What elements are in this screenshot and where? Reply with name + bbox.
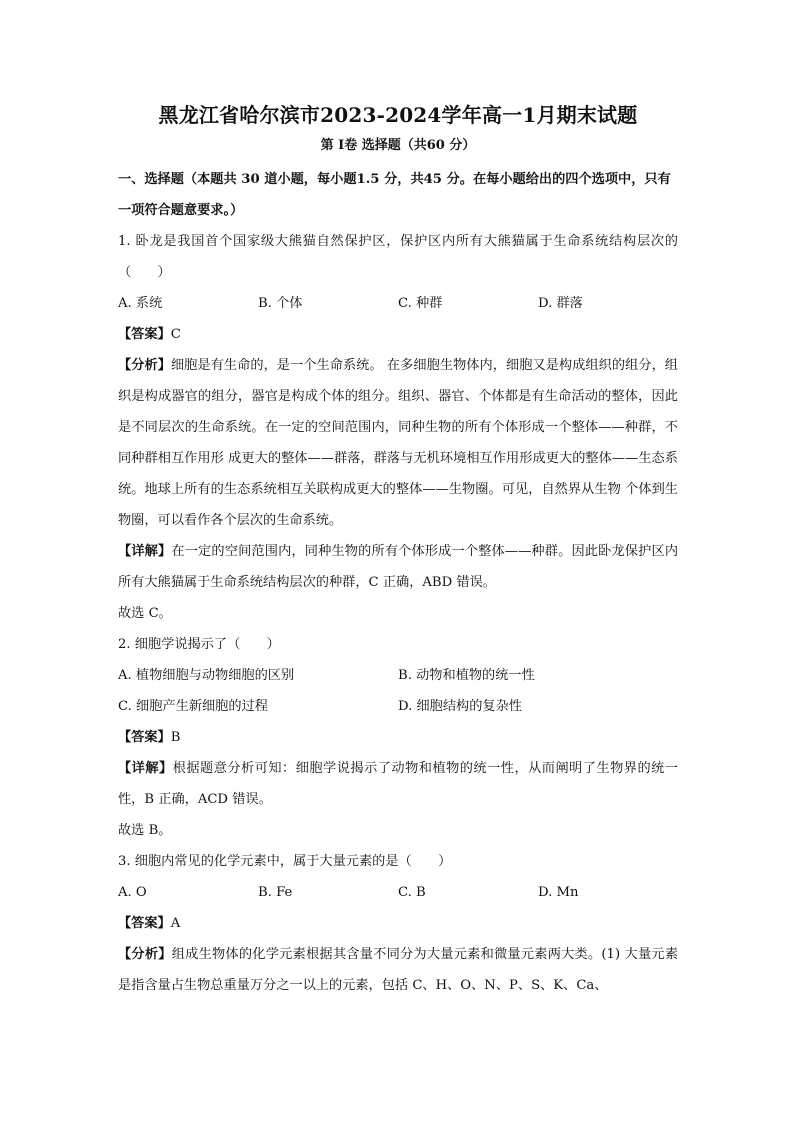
- question-1-answer: [118, 319, 678, 350]
- question-2-conclusion: 故选 B。: [118, 823, 172, 838]
- detail-label: 【详解】: [118, 544, 172, 559]
- answer-value: C: [170, 327, 181, 342]
- analysis-text: 细胞是有生命的，是一个生命系统。 在多细胞生物体内，细胞又是构成组织的组分，组织是构成器官的组分，器官是构成个体的组分。组织、器官、个体都是有生命活动的整体，因此是不同层次的生命系统。在一定的空间范围内，同种生物的所有个体形成一个整体——种群，不同种群相互作用形 成更大的整体——群落，群落与无机环境相互作用形成更大的整体——生态系统。地球上所有的生态系统相互关联构成更大的整体——生物圈。可见，自然界从生物 个体到生物圈，可以看作各个层次的生命系统。: [118, 358, 678, 528]
- question-2-stem: 2. 细胞学说揭示了（ ）: [118, 637, 280, 652]
- question-3-analysis: [118, 939, 678, 1001]
- document-body: [118, 100, 678, 1001]
- question-2-option-d: D. 细胞结构的复杂性: [398, 699, 522, 714]
- question-1-options: [118, 288, 678, 319]
- question-1-detail: [118, 536, 678, 598]
- answer-label: 【答案】: [118, 730, 171, 745]
- question-1-option-a: A. 系统: [118, 296, 163, 311]
- question-2-options-row-2: [118, 691, 678, 722]
- question-2-detail: [118, 753, 678, 815]
- question-3-option-c: C. B: [398, 885, 426, 900]
- detail-text: 在一定的空间范围内，同种生物的所有个体形成一个整体——种群。因此卧龙保护区内所有大熊猫属于生命系统结构层次的种群，C 正确，ABD 错误。: [118, 544, 679, 590]
- question-2-options-row-1: [118, 660, 678, 691]
- question-1-option-b: B. 个体: [258, 296, 303, 311]
- analysis-label: 【分析】: [118, 947, 172, 962]
- question-1-conclusion: 故选 C。: [118, 606, 172, 621]
- question-2-answer: [118, 722, 678, 753]
- detail-label: 【详解】: [118, 761, 173, 776]
- question-2-option-c: C. 细胞产生新细胞的过程: [118, 699, 268, 714]
- question-1-stem: 1. 卧龙是我国首个国家级大熊猫自然保护区，保护区内所有大熊猫属于生命系统结构层次的（ ）: [118, 234, 678, 280]
- analysis-label: 【分析】: [118, 358, 171, 373]
- question-1-analysis: [118, 350, 678, 536]
- question-3-options: [118, 877, 678, 908]
- page-title: 黑龙江省哈尔滨市2023-2024学年高一1月期末试题: [158, 103, 638, 127]
- question-3-stem: 3. 细胞内常见的化学元素中，属于大量元素的是（ ）: [118, 854, 452, 869]
- question-3-option-d: D. Mn: [538, 885, 579, 900]
- question-1-option-c: C. 种群: [398, 296, 443, 311]
- answer-label: 【答案】: [118, 327, 171, 342]
- page-subtitle: 第 I卷 选择题（共60 分）: [320, 138, 476, 153]
- question-1-option-d: D. 群落: [538, 296, 583, 311]
- question-2-option-a: A. 植物细胞与动物细胞的区别: [118, 668, 295, 683]
- section-heading: 一、选择题（本题共 30 道小题，每小题1.5 分，共45 分。在每小题给出的四个选项中，只有一项符合题意要求。）: [118, 172, 671, 218]
- question-3-option-b: B. Fe: [258, 885, 293, 900]
- answer-label: 【答案】: [118, 916, 171, 931]
- question-3-option-a: A. O: [118, 885, 147, 900]
- detail-text: 根据题意分析可知：细胞学说揭示了动物和植物的统一性，从而阐明了生物界的统一性，B 正确，ACD 错误。: [118, 761, 679, 807]
- answer-value: B: [170, 730, 181, 745]
- answer-value: A: [170, 916, 181, 931]
- question-2-option-b: B. 动物和植物的统一性: [398, 668, 535, 683]
- analysis-text: 组成生物体的化学元素根据其含量不同分为大量元素和微量元素两大类。(1) 大量元素是指含量占生物总重量万分之一以上的元素，包括 C、H、O、N、P、S、K、Ca、: [118, 947, 679, 993]
- question-3-answer: [118, 908, 678, 939]
